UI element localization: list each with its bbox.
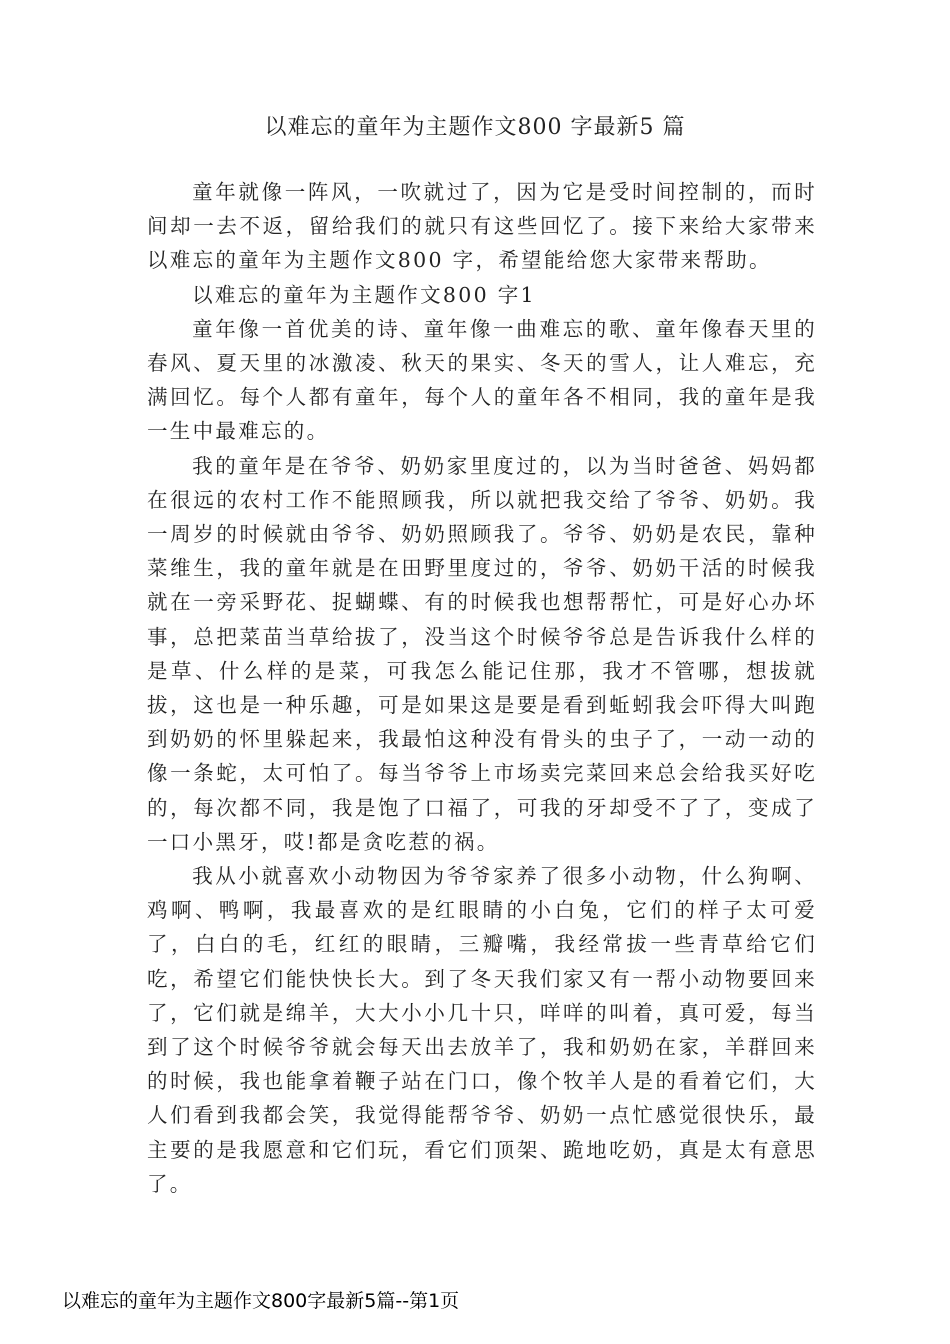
page-footer: 以难忘的童年为主题作文800字最新5篇--第1页: [62, 1290, 460, 1312]
body-paragraph: 童年像一首优美的诗、童年像一曲难忘的歌、童年像春天里的春风、夏天里的冰激凌、秋天的果实、冬天的雪人，让人难忘，充满回忆。每个人都有童年，每个人的童年各不相同，我的童年是我一生中最难忘的。: [147, 316, 817, 444]
document-title: 以难忘的童年为主题作文800 字最新5 篇: [264, 115, 686, 140]
intro-paragraph: 童年就像一阵风，一吹就过了，因为它是受时间控制的，而时间却一去不返，留给我们的就只有这些回忆了。接下来给大家带来以难忘的童年为主题作文800 字，希望能给您大家带来帮助。: [147, 180, 817, 273]
document-body: [147, 175, 817, 1201]
body-paragraph: 我从小就喜欢小动物因为爷爷家养了很多小动物，什么狗啊、鸡啊、鸭啊，我最喜欢的是红眼睛的小白兔，它们的样子太可爱了，白白的毛，红红的眼睛，三瓣嘴，我经常拔一些青草给它们吃，希望它们能快快长大。到了冬天我们家又有一帮小动物要回来了，它们就是绵羊，大大小小几十只，咩咩的叫着，真可爱，每当到了这个时候爷爷就会每天出去放羊了，我和奶奶在家，羊群回来的时候，我也能拿着鞭子站在门口，像个牧羊人是的看着它们，大人们看到我都会笑，我觉得能帮爷爷、奶奶一点忙感觉很快乐，最主要的是我愿意和它们玩，看它们顶架、跪地吃奶，真是太有意思了。: [147, 864, 817, 1196]
section-heading: 以难忘的童年为主题作文800 字1: [192, 282, 536, 307]
body-paragraph: 我的童年是在爷爷、奶奶家里度过的，以为当时爸爸、妈妈都在很远的农村工作不能照顾我，所以就把我交给了爷爷、奶奶。我一周岁的时候就由爷爷、奶奶照顾我了。爷爷、奶奶是农民，靠种菜维生，我的童年就是在田野里度过的，爷爷、奶奶干活的时候我就在一旁采野花、捉蝴蝶、有的时候我也想帮帮忙，可是好心办坏事，总把菜苗当草给拔了，没当这个时候爷爷总是告诉我什么样的是草、什么样的是菜，可我怎么能记住那，我才不管哪，想拔就拔，这也是一种乐趣，可是如果这是要是看到蚯蚓我会吓得大叫跑到奶奶的怀里躲起来，我最怕这种没有骨头的虫子了，一动一动的像一条蛇，太可怕了。每当爷爷上市场卖完菜回来总会给我买好吃的，每次都不同，我是饱了口福了，可我的牙却受不了了，变成了一口小黑牙，哎!都是贪吃惹的祸。: [147, 453, 817, 854]
